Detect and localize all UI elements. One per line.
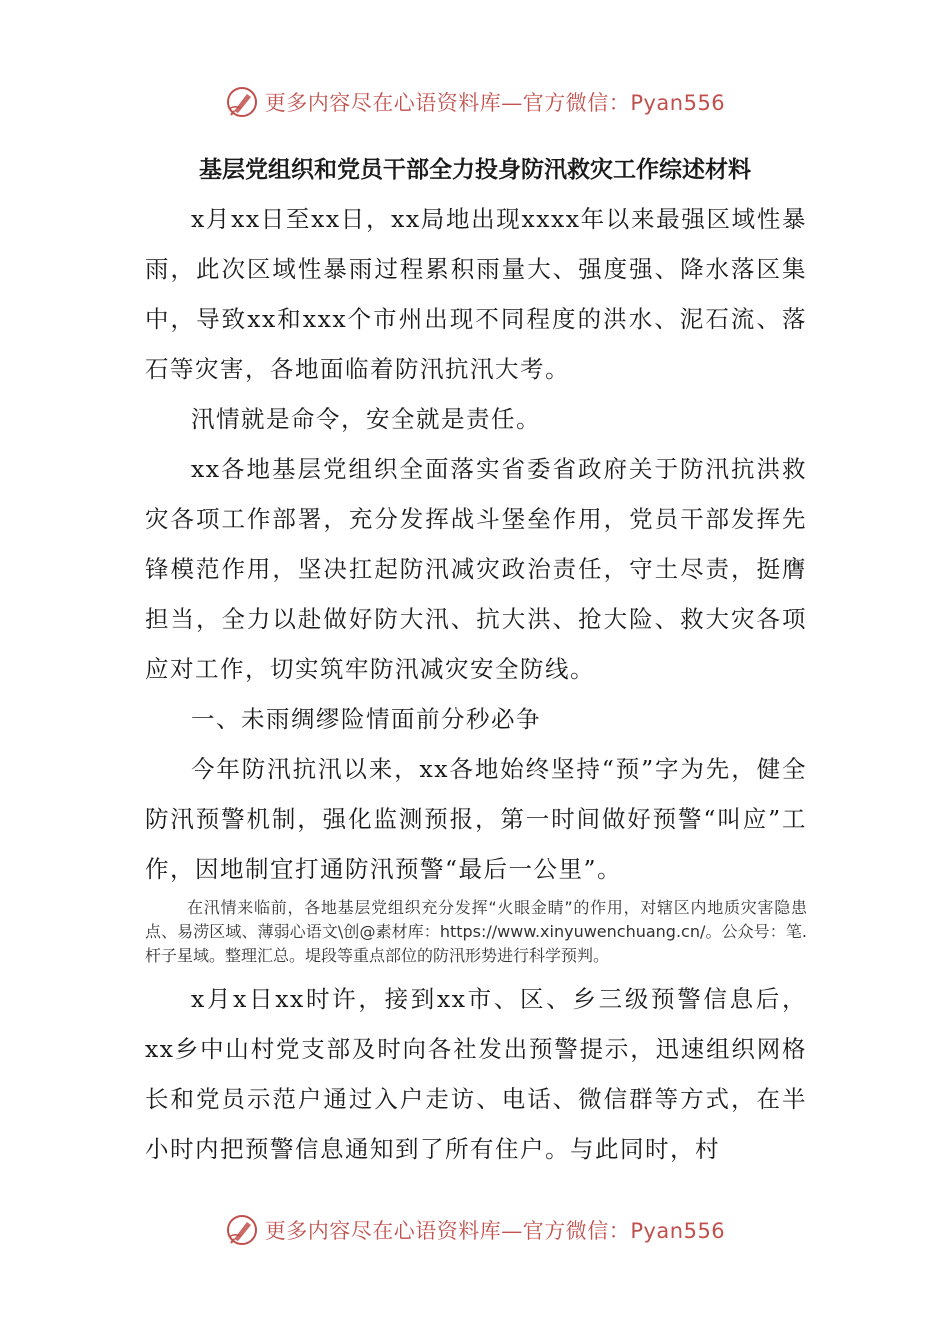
quill-pen-logo-icon [225,85,259,119]
banner-text: 更多内容尽在心语资料库—官方微信：Pyan556 [264,91,726,115]
document-title: 基层党组织和党员干部全力投身防汛救灾工作综述材料 [199,156,751,183]
paragraph-5: x月x日xx时许，接到xx市、区、乡三级预警信息后，xx乡中山村党支部及时向各社发出预警提示，迅速组织网格长和党员示范户通过入户走访、电话、微信群等方式，在半小时内把预警信息通知到了所有住户。与此同时，村 [145,985,807,1163]
source-note: 在汛情来临前，各地基层党组织充分发挥“火眼金睛”的作用，对辖区内地质灾害隐患点、易涝区域、薄弱心语文\创@素材库：https://www.xinyuwenchuang.cn/。公众号：笔.杆子星域。整理汇总。堤段等重点部位的防汛形势进行科学预判。 [145,898,807,965]
document-body [145,150,807,1174]
paragraph-2: 汛情就是命令，安全就是责任。 [191,405,541,433]
banner-text: 更多内容尽在心语资料库—官方微信：Pyan556 [264,1219,726,1243]
paragraph-3: xx各地基层党组织全面落实省委省政府关于防汛抗洪救灾各项工作部署，充分发挥战斗堡垒作用，党员干部发挥先锋模范作用，坚决扛起防汛减灾政治责任，守土尽责，挺膺担当，全力以赴做好防大汛、抗大洪、抢大险、救大灾各项应对工作，切实筑牢防汛减灾安全防线。 [145,455,807,683]
footer-banner [0,1208,950,1252]
quill-pen-logo-icon [225,1213,259,1247]
paragraph-1: x月xx日至xx日，xx局地出现xxxx年以来最强区域性暴雨，此次区域性暴雨过程累积雨量大、强度强、降水落区集中，导致xx和xxx个市州出现不同程度的洪水、泥石流、落石等灾害，各地面临着防汛抗汛大考。 [145,205,807,383]
header-banner [0,80,950,124]
paragraph-4: 今年防汛抗汛以来，xx各地始终坚持“预”字为先，健全防汛预警机制，强化监测预报，第一时间做好预警“叫应”工作，因地制宜打通防汛预警“最后一公里”。 [145,755,807,883]
section-heading-1: 一、未雨绸缪险情面前分秒必争 [191,705,541,733]
